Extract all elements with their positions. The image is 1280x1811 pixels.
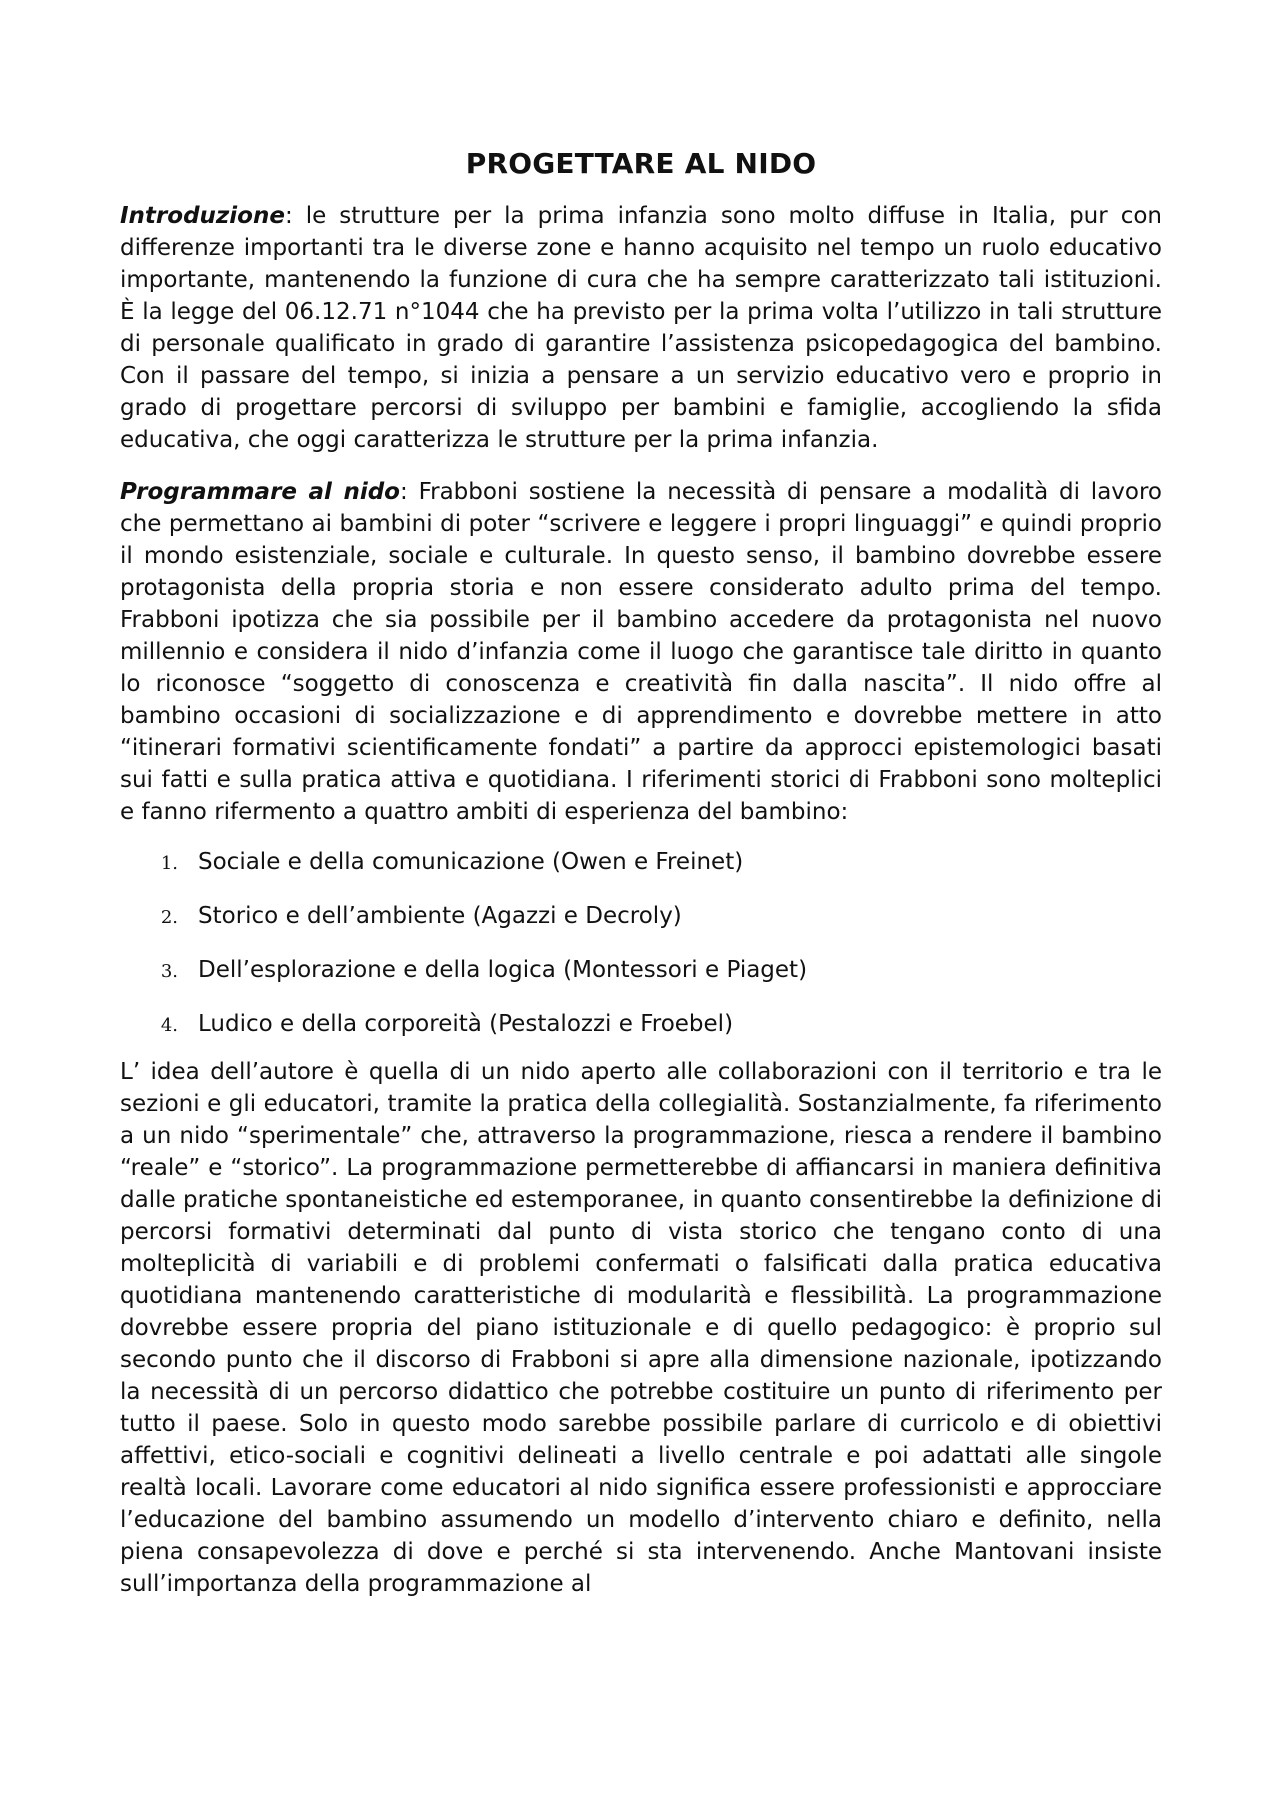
list-text: Sociale e della comunicazione (Owen e Freinet) (198, 849, 744, 875)
list-item (120, 1008, 1162, 1040)
list-number: 2. (160, 907, 178, 928)
document-title: PROGETTARE AL NIDO (465, 147, 817, 180)
list-number: 3. (160, 961, 178, 982)
programmare-text: : Frabboni sostiene la necessità di pensare a modalità di lavoro che permettano ai bambini di poter “scrivere e leggere i propri linguaggi” e quindi proprio il mondo esistenziale, sociale e culturale. In questo senso, il bambino dovrebbe essere protagonista della propria storia e non essere considerato adulto prima del tempo. Frabboni ipotizza che sia possibile per il bambino accedere da protagonista nel nuovo millennio e considera il nido d’infanzia come il luogo che garantisce tale diritto in quanto lo riconosce “soggetto di conoscenza e creatività fin dalla nascita”. Il nido offre al bambino occasioni di socializzazione e di apprendimento e dovrebbe mettere in atto “itinerari formativi scientificamente fondati” a partire da approcci epistemologici basati sui fatti e sulla pratica attiva e quotidiana. I riferimenti storici di Frabboni sono molteplici e fanno rifermento a quattro ambiti di esperienza del bambino: (120, 479, 1162, 825)
list-item (120, 900, 1162, 932)
list-item (120, 954, 1162, 986)
programmare-paragraph (120, 476, 1162, 828)
list-number: 1. (160, 853, 178, 874)
list-text: Storico e dell’ambiente (Agazzi e Decroly) (198, 903, 682, 929)
intro-text: : le strutture per la prima infanzia sono molto diffuse in Italia, pur con differenze importanti tra le diverse zone e hanno acquisito nel tempo un ruolo educativo importante, mantenendo la funzione di cura che ha sempre caratterizzato tali istituzioni. È la legge del 06.12.71 n°1044 che ha previsto per la prima volta l’utilizzo in tali strutture di personale qualificato in grado di garantire l’assistenza psicopedagogica del bambino. Con il passare del tempo, si inizia a pensare a un servizio educativo vero e proprio in grado di progettare percorsi di sviluppo per bambini e famiglie, accogliendo la sfida educativa, che oggi caratterizza le strutture per la prima infanzia. (120, 203, 1162, 453)
list-item (120, 846, 1162, 878)
intro-paragraph (120, 200, 1162, 456)
closing-paragraph: L’ idea dell’autore è quella di un nido aperto alle collaborazioni con il territorio e tra le sezioni e gli educatori, tramite la pratica della collegialità. Sostanzialmente, fa riferimento a un nido “sperimentale” che, attraverso la programmazione, riesca a rendere il bambino “reale” e “storico”. La programmazione permetterebbe di affiancarsi in maniera definitiva dalle pratiche spontaneistiche ed estemporanee, in quanto consentirebbe la definizione di percorsi formativi determinati dal punto di vista storico che tengano conto di una molteplicità di variabili e di problemi confermati o falsificati dalla pratica educativa quotidiana mantenendo caratteristiche di modularità e flessibilità. La programmazione dovrebbe essere propria del piano istituzionale e di quello pedagogico: è proprio sul secondo punto che il discorso di Frabboni si apre alla dimensione nazionale, ipotizzando la necessità di un percorso didattico che potrebbe costituire un punto di riferimento per tutto il paese. Solo in questo modo sarebbe possibile parlare di curricolo e di obiettivi affettivi, etico-sociali e cognitivi delineati a livello centrale e poi adattati alle singole realtà locali. Lavorare come educatori al nido significa essere professionisti e approcciare l’educazione del bambino assumendo un modello d’intervento chiaro e definito, nella piena consapevolezza di dove e perché si sta intervenendo. Anche Mantovani insiste sull’importanza della programmazione al (120, 1059, 1162, 1597)
list-text: Dell’esplorazione e della logica (Montessori e Piaget) (198, 957, 808, 983)
intro-lead: Introduzione (120, 203, 285, 229)
document-body (120, 146, 1162, 1600)
list-text: Ludico e della corporeità (Pestalozzi e Froebel) (198, 1011, 734, 1037)
list-number: 4. (160, 1015, 178, 1036)
experience-areas-list (120, 846, 1162, 1040)
programmare-lead: Programmare al nido (120, 479, 400, 505)
